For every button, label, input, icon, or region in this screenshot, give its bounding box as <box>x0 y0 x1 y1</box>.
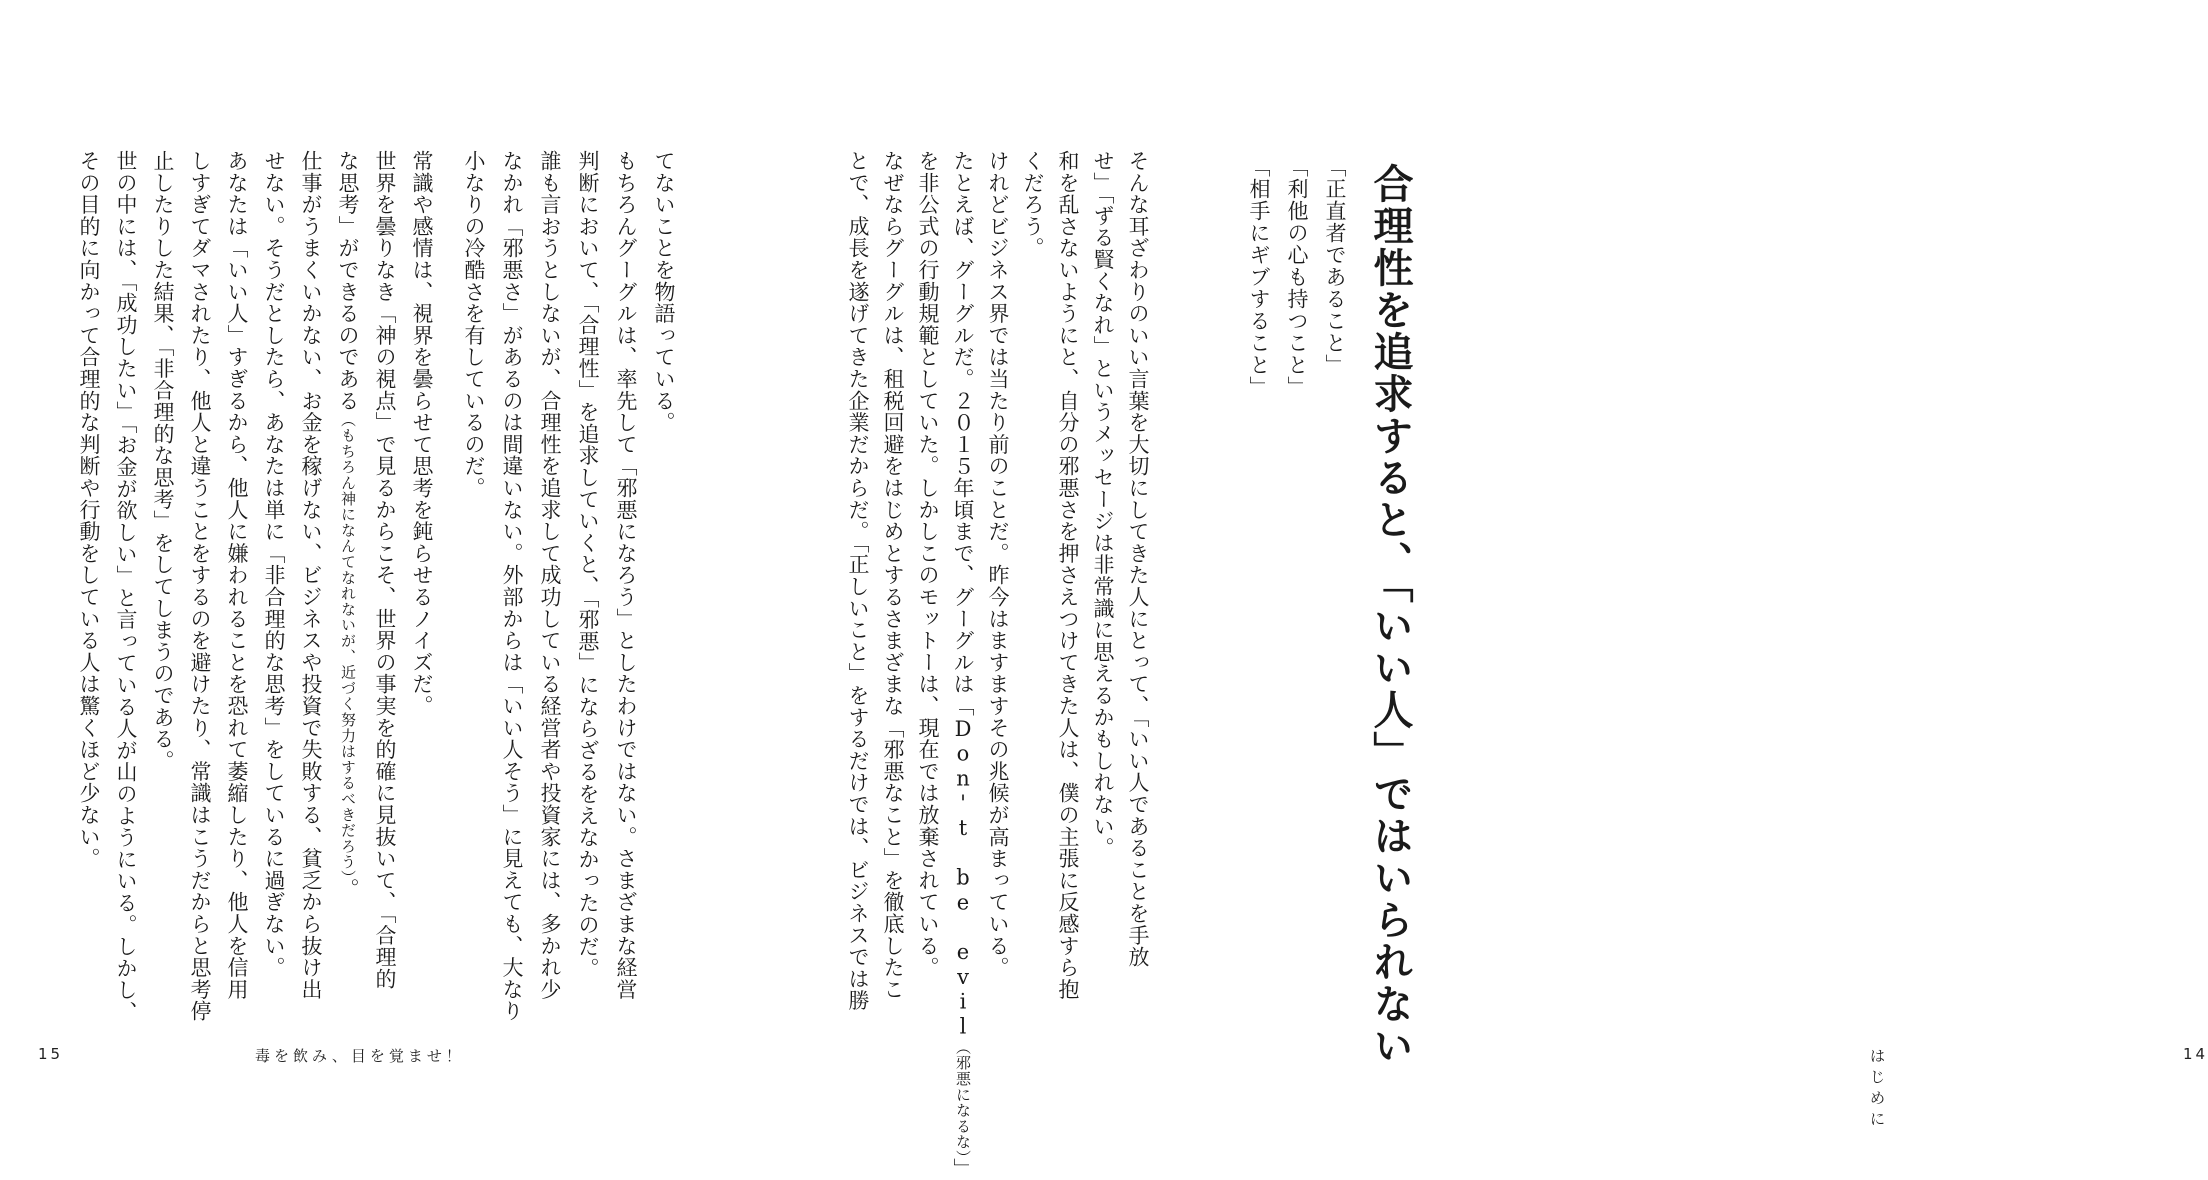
heading-text: 合理性を追求すると、「いい人」ではいられない <box>1367 163 1413 1067</box>
body-text-second <box>70 150 440 1023</box>
text-line: せない。そうだとしたら、あなたは単に「非合理的な思考」をしているに過ぎない。 <box>262 150 286 979</box>
evil-gloss-tail: 」 <box>951 1158 975 1180</box>
text-line: 世界を曇りなき「神の視点」で見るからこそ、世界の事実を的確に見抜いて、「合理的 <box>373 150 397 990</box>
text-line: 和を乱さないようにと、自分の邪悪さを押さえつけてきた人は、僕の主張に反感すら抱 <box>1056 150 1080 1001</box>
left-page <box>0 0 750 1102</box>
section-heading <box>1365 163 1415 1067</box>
text-line: けれどビジネス界では当たり前のことだ。昨今はますますその兆候が高まっている。 <box>986 150 1010 979</box>
quote-line: 「正直者であること」 <box>1323 156 1347 376</box>
text-line: てないことを物語っている。 <box>652 150 676 434</box>
right-page <box>750 0 2208 1180</box>
page-number: 14 <box>2183 1045 2208 1063</box>
running-header-title: 毒を飲み、目を覚ませ！ <box>255 1047 465 1065</box>
text-line: なぜならグーグルは、租税回避をはじめとするさまざまな「邪悪なこと」を徹底したこ <box>881 150 905 1001</box>
text-line: その目的に向かって合理的な判断や行動をしている人は驚くほど少ない。 <box>77 150 101 870</box>
text-line: 小なりの冷酷さを有しているのだ。 <box>462 150 486 499</box>
text-line-google <box>945 150 980 1180</box>
text-line: しすぎてダマされたり、他人と違うことをするのを避けたり、常識はこうだからと思考停 <box>188 150 212 1022</box>
god-text: な思考」ができるのである <box>336 150 360 412</box>
text-line-god <box>329 150 366 1010</box>
text-line: あなたは「いい人」すぎるから、他人に嫌われることを恐れて萎縮したり、他人を信用 <box>225 150 249 1001</box>
text-line: 常識や感情は、視界を曇らせて思考を鈍らせるノイズだ。 <box>410 150 434 717</box>
text-line: そんな耳ざわりのいい言葉を大切にしてきた人にとって、「いい人であることを手放 <box>1126 150 1150 968</box>
text-line: 判断において、「合理性」を追求していくと、「邪悪」にならざるをえなかったのだ。 <box>576 150 600 980</box>
evil-gloss: （邪悪になるな） <box>954 1039 972 1159</box>
running-header-title: はじめに <box>1870 1047 1889 1128</box>
quote-list <box>1240 156 1354 426</box>
text-line: 世の中には、「成功したい」「お金が欲しい」と言っている人が山のようにいる。しかし、 <box>114 150 138 1023</box>
text-line: 止したりした結果、「非合理的な思考」をしてしまうのである。 <box>151 150 175 772</box>
text-line: 誰も言おうとしないが、合理性を追求して成功している経営者や投資家には、多かれ少 <box>538 150 562 1001</box>
text-line: くだろう。 <box>1021 150 1045 259</box>
text-line: 仕事がうまくいかない、お金を稼げない、ビジネスや投資で失敗する、貧乏から抜け出 <box>299 150 323 1001</box>
quote-line: 「利他の心も持つこと」 <box>1285 156 1309 398</box>
google-text: たとえば、グーグルだ。２０１５年頃まで、グーグルは「Don't be evil <box>951 150 975 1040</box>
text-line: を非公式の行動規範としていた。しかしこのモットーは、現在では放棄されている。 <box>916 150 940 979</box>
quote-line: 「相手にギブすること」 <box>1247 156 1271 398</box>
god-note: （もちろん神になんてなれないが、近づく努力はするべきだろう） <box>339 411 357 879</box>
text-line: なかれ「邪悪さ」があるのは間違いない。外部からは「いい人そう」に見えても、大なり <box>500 150 524 1022</box>
body-text-first <box>455 150 683 1022</box>
body-text <box>840 150 1155 1180</box>
page-number: 15 <box>38 1045 64 1063</box>
text-line: もちろんグーグルは、率先して「邪悪になろう」としたわけではない。さまざまな経営 <box>614 150 638 1001</box>
god-note-tail: 。 <box>336 878 360 900</box>
text-line: せ」「ずる賢くなれ」というメッセージは非常識に思えるかもしれない。 <box>1091 150 1115 859</box>
text-line: とで、成長を遂げてきた企業だからだ。「正しいこと」をするだけでは、ビジネスでは勝 <box>846 150 870 1012</box>
